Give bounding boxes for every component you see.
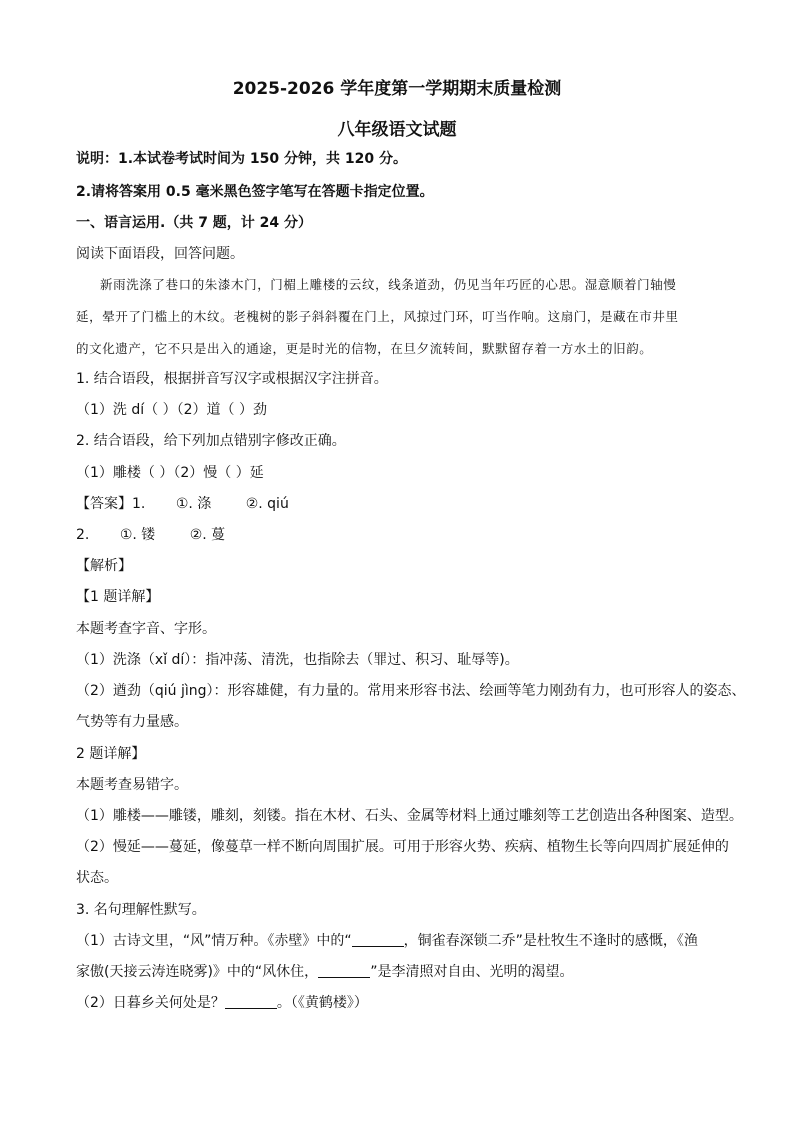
question-2: 2. 结合语段，给下列加点错别字修改正确。 [76, 433, 346, 449]
detail-2-item-1: （1）雕楼——雕镂，雕刻，刻镂。指在木材、石头、金属等材料上通过雕刻等工艺创造出各种图案、造型。 [76, 808, 743, 824]
detail-1-item-2-line-1: （2）遒劲（qiú jìng）：形容雄健，有力量的。常用来形容书法、绘画等笔力刚劲有力，也可形容人的姿态、 [76, 683, 746, 699]
passage-line-2: 延，晕开了门槛上的木纹。老槐树的影子斜斜覆在门上，风掠过门环，叮当作响。这扇门，是藏在市井里 [76, 309, 679, 324]
reading-instruction: 阅读下面语段，回答问题。 [76, 246, 244, 262]
q3-item2-text-b: 。（《黄鹤楼》） [276, 995, 368, 1011]
section-heading: 一、语言运用.（共 7 题，计 24 分） [76, 215, 313, 231]
detail-1-intro: 本题考查字音、字形。 [76, 621, 216, 637]
question-3-item-2 [76, 994, 726, 1012]
question-1-items: （1）洗 dí（ ）（2）道（ ）劲 [76, 402, 267, 418]
question-1: 1. 结合语段，根据拼音写汉字或根据汉字注拼音。 [76, 371, 388, 387]
answer-2-number: 2. [76, 527, 90, 543]
answer-2-a: ①. 镂 [119, 527, 156, 543]
question-3: 3. 名句理解性默写。 [76, 902, 206, 918]
q3-item1-text-c: 家傲(天接云涛连晓雾)》中的“风休住， [76, 964, 319, 980]
exam-note-1: 说明：1.本试卷考试时间为 150 分钟，共 120 分。 [76, 151, 408, 167]
exam-note-2: 2.请将答案用 0.5 毫米黑色签字笔写在答题卡指定位置。 [76, 184, 434, 200]
answer-1-a: ①. 涤 [175, 496, 212, 512]
detail-2-label: 2 题详解】 [76, 746, 146, 762]
answer-row-1 [76, 495, 726, 513]
detail-1-item-1: （1）洗涤（xǐ dí）：指冲荡、清洗，也指除去（罪过、积习、耻辱等)。 [76, 652, 519, 668]
fill-blank [352, 932, 404, 947]
detail-1-label: 【1 题详解】 [76, 589, 160, 605]
exam-title: 2025-2026 学年度第一学期期末质量检测 [232, 79, 562, 99]
detail-2-item-2-line-2: 状态。 [76, 870, 118, 886]
q3-item1-text-a: （1）古诗文里，“风”情万种。《赤壁》中的“ [76, 933, 352, 949]
answer-1-b: ②. qiú [245, 496, 289, 512]
answer-row-2 [76, 526, 726, 544]
q3-item1-text-b: ，铜雀春深锁二乔”是杜牧生不逢时的感慨，《渔 [403, 933, 698, 949]
detail-2-item-2-line-1: （2）慢延——蔓延，像蔓草一样不断向周围扩展。可用于形容火势、疾病、植物生长等向四周扩展延伸的 [76, 839, 729, 855]
fill-blank [225, 994, 277, 1009]
question-2-items: （1）雕楼（ ）（2）慢（ ）延 [76, 465, 264, 481]
passage-line-1: 新雨洗涤了巷口的朱漆木门，门楣上雕楼的云纹，线条道劲，仍见当年巧匠的心思。湿意顺着门轴慢 [100, 277, 677, 292]
analysis-label: 【解析】 [76, 558, 132, 574]
detail-2-intro: 本题考查易错字。 [76, 777, 188, 793]
answer-2-b: ②. 蔓 [189, 527, 226, 543]
question-3-item-1-line-2 [76, 963, 726, 981]
question-3-item-1-line-1 [76, 932, 726, 950]
passage-line-3: 的文化遗产，它不只是出入的通途，更是时光的信物，在旦夕流转间，默默留存着一方水土的旧韵。 [76, 341, 653, 356]
fill-blank [318, 963, 370, 978]
detail-1-item-2-line-2: 气势等有力量感。 [76, 714, 188, 730]
exam-subtitle: 八年级语文试题 [337, 120, 457, 140]
q3-item2-text-a: （2）日暮乡关何处是？ [76, 995, 225, 1011]
q3-item1-text-d: ”是李清照对自由、光明的渴望。 [370, 964, 574, 980]
answer-label: 【答案】1. [76, 496, 146, 512]
